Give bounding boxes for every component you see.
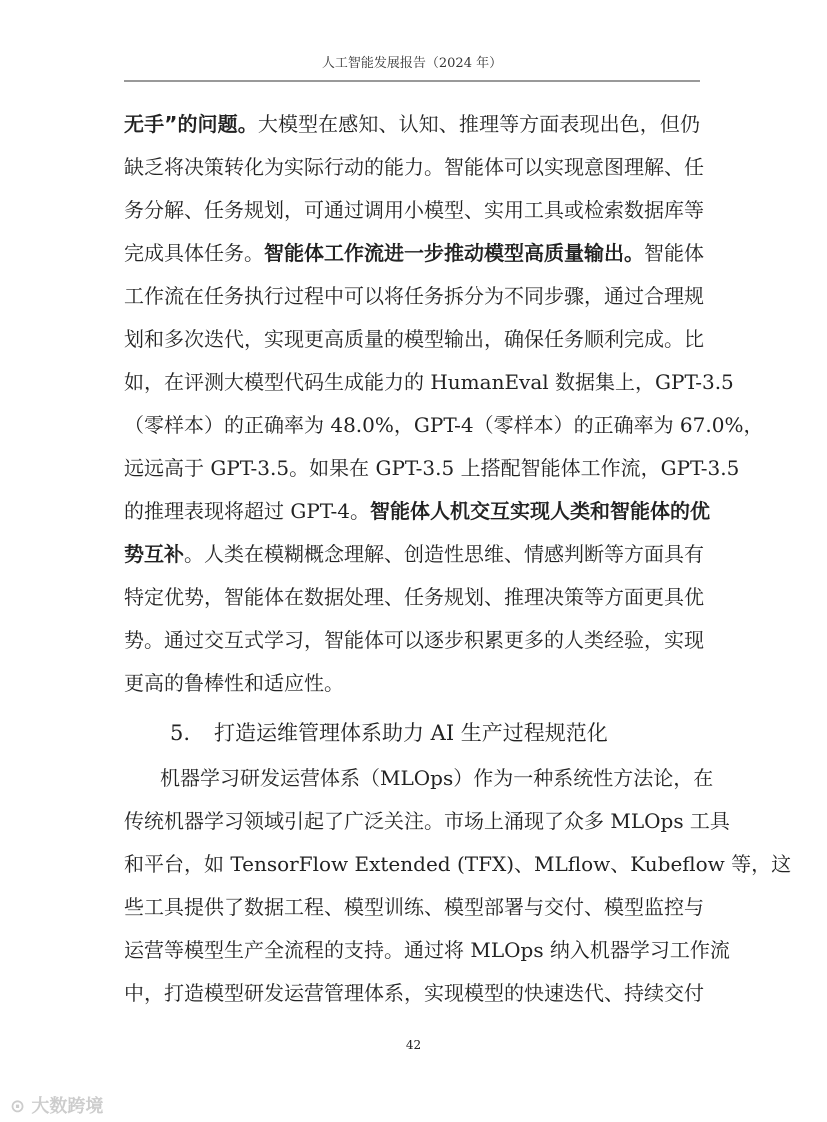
text: 智能体	[644, 241, 704, 265]
text: 缺乏将决策转化为实际行动的能力。智能体可以实现意图理解、任	[124, 155, 704, 179]
text-line	[124, 325, 704, 353]
text-line	[124, 979, 704, 1007]
text-line	[124, 497, 711, 525]
text-line	[124, 669, 700, 697]
text-line	[124, 583, 704, 611]
bold-text: 势互补	[124, 542, 184, 566]
text-line	[124, 626, 704, 654]
watermark-text: 大数跨境	[31, 1096, 104, 1117]
watermark-logo: ⊙ 大数跨境	[10, 1096, 104, 1117]
text: 传统机器学习领域引起了广泛关注。市场上涌现了众多 MLOps 工具	[124, 809, 730, 833]
text: 远远高于 GPT-3.5。如果在 GPT-3.5 上搭配智能体工作流，GPT-3.5	[124, 456, 740, 480]
text-line	[124, 454, 740, 482]
text-line	[124, 368, 734, 396]
text-line	[124, 110, 700, 138]
text: 大模型在感知、认知、推理等方面表现出色，但仍	[257, 112, 700, 136]
header-rule	[124, 80, 700, 82]
text: 划和多次迭代，实现更高质量的模型输出，确保任务顺利完成。比	[124, 327, 704, 351]
section-number: 5.	[170, 721, 191, 745]
section-title: 打造运维管理体系助力 AI 生产过程规范化	[214, 721, 608, 745]
text-line	[124, 936, 730, 964]
text: 的推理表现将超过 GPT-4。	[124, 499, 371, 523]
text: 和平台，如 TensorFlow Extended (TFX)、MLflow、Kubeflow 等，这	[124, 852, 792, 876]
text: 中，打造模型研发运营管理体系，实现模型的快速迭代、持续交付	[124, 981, 704, 1005]
text-line	[124, 153, 704, 181]
text-line	[124, 807, 730, 835]
text-line	[160, 764, 714, 792]
text: 完成具体任务。	[124, 241, 264, 265]
text: 。人类在模糊概念理解、创造性思维、情感判断等方面具有	[184, 542, 704, 566]
text: 如，在评测大模型代码生成能力的 HumanEval 数据集上，GPT-3.5	[124, 370, 734, 394]
text: 务分解、任务规划，可通过调用小模型、实用工具或检索数据库等	[124, 198, 704, 222]
running-header: 人工智能发展报告（2024 年）	[321, 56, 503, 71]
text-line	[124, 239, 704, 267]
text: 特定优势，智能体在数据处理、任务规划、推理决策等方面更具优	[124, 585, 704, 609]
text: 些工具提供了数据工程、模型训练、模型部署与交付、模型监控与	[124, 895, 704, 919]
section-heading	[170, 718, 608, 748]
text-line	[124, 196, 704, 224]
text-line	[124, 282, 704, 310]
text: 运营等模型生产全流程的支持。通过将 MLOps 纳入机器学习工作流	[124, 938, 730, 962]
text: 势。通过交互式学习，智能体可以逐步积累更多的人类经验，实现	[124, 628, 704, 652]
text: （零样本）的正确率为 48.0%，GPT-4（零样本）的正确率为 67.0%，	[124, 413, 764, 437]
text-line	[124, 411, 764, 439]
bold-text: 无手”的问题。	[124, 112, 258, 136]
text: 工作流在任务执行过程中可以将任务拆分为不同步骤，通过合理规	[124, 284, 704, 308]
text: 机器学习研发运营体系（MLOps）作为一种系统性方法论，在	[160, 766, 714, 790]
text-line	[124, 893, 704, 921]
text: 更高的鲁棒性和适应性。	[124, 671, 344, 695]
text-line	[124, 540, 704, 568]
text-line	[124, 850, 792, 878]
bold-text: 智能体工作流进一步推动模型高质量输出。	[264, 241, 644, 265]
page-number: 42	[405, 1038, 422, 1052]
bold-text: 智能体人机交互实现人类和智能体的优	[370, 499, 711, 523]
